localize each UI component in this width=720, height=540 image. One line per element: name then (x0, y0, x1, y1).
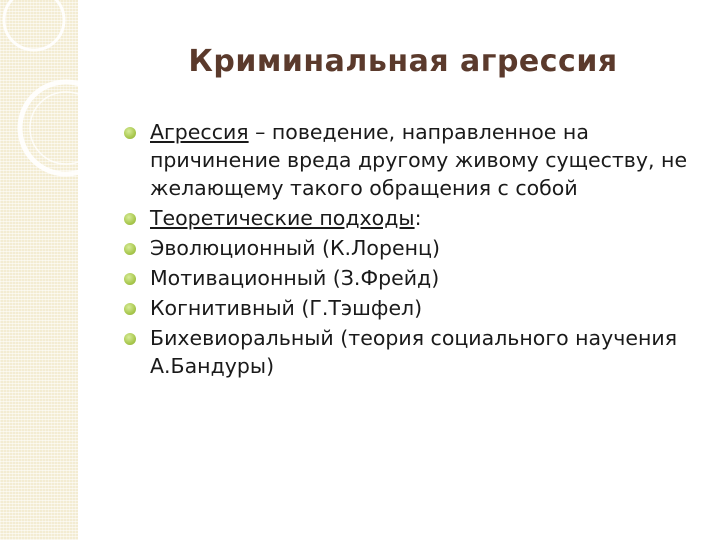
bullet-item-cognitive (122, 294, 692, 322)
slide-title: Криминальная агрессия (188, 44, 618, 79)
decorative-side-strip (0, 0, 78, 540)
bullet-item-evolutionary (122, 234, 692, 262)
bullet-icon (124, 213, 136, 225)
bullet-item-approaches (122, 204, 692, 232)
bullet-text: Мотивационный (З.Фрейд) (150, 266, 440, 290)
bullet-text: Эволюционный (К.Лоренц) (150, 236, 440, 260)
bullet-text: – поведение, направленное на причинение вреда другому живому существу, не желающему такого обращения с собой (150, 120, 688, 200)
bullet-text: : (414, 206, 422, 230)
bullet-icon (124, 333, 136, 345)
bullet-icon (124, 243, 136, 255)
bullet-text: Когнитивный (Г.Тэшфел) (150, 296, 423, 320)
bullet-text: Бихевиоральный (теория социального научения А.Бандуры) (150, 326, 678, 378)
bullet-icon (124, 273, 136, 285)
bullet-icon (124, 303, 136, 315)
bullet-item-behavioral (122, 324, 692, 380)
bullet-underlined: Теоретические подходы (150, 206, 415, 230)
bullet-item-definition (122, 118, 692, 202)
bullet-icon (124, 127, 136, 139)
bullet-item-motivational (122, 264, 692, 292)
bullet-list (122, 118, 692, 382)
decorative-circles (0, 0, 78, 540)
bullet-underlined: Агрессия (150, 120, 249, 144)
